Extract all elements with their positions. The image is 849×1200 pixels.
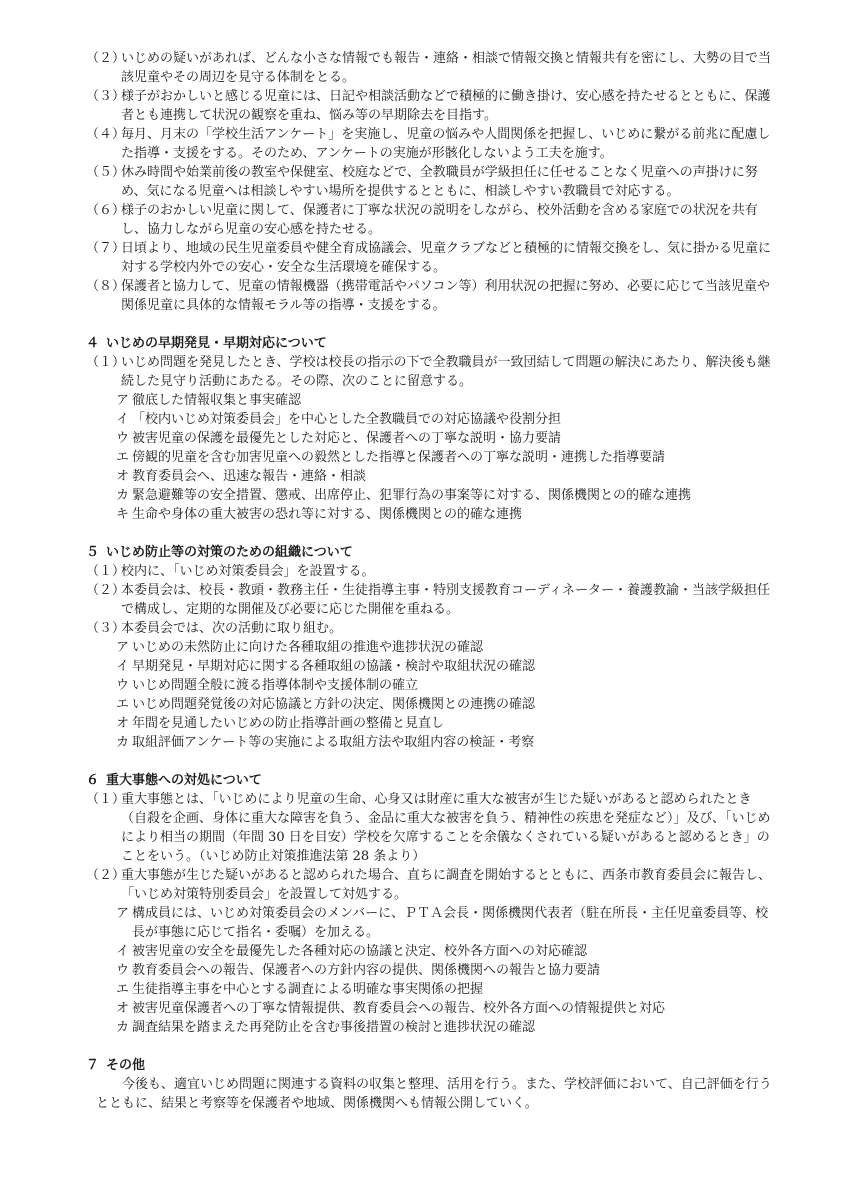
sub-item xyxy=(86,733,774,752)
item-text: いじめ問題を発見したとき、学校は校長の指示の下で全教職員が一致団結して問題の解決にあたり、解決後も継続した見守り活動にあたる。その際、次のことに留意する。 xyxy=(121,355,771,389)
item-text: いじめの疑いがあれば、どんな小さな情報でも報告・連絡・相談で情報交換と情報共有を密にし、大勢の目で当該児童やその周辺を見守る体制をとる。 xyxy=(121,51,772,85)
sub-text: 傍観的児童を含む加害児童への毅然とした指導と保護者への丁寧な説明・連携した指導要請 xyxy=(132,450,666,465)
sub-marker: オ xyxy=(116,469,130,484)
item-text: 本委員会では、次の活動に取り組む。 xyxy=(121,621,343,636)
sub-marker: ウ xyxy=(116,431,130,446)
sub-marker: エ xyxy=(116,982,130,997)
sub-marker: カ xyxy=(116,1020,130,1035)
list-item xyxy=(86,201,774,239)
list-item xyxy=(86,353,774,391)
sub-item xyxy=(86,1018,774,1037)
sub-item xyxy=(86,999,774,1018)
sub-marker: イ xyxy=(116,659,130,674)
list-item xyxy=(86,49,774,87)
item-text: 様子がおかしいと感じる児童には、日記や相談活動などで積極的に働き掛け、安心感を持たせるとともに、保護者とも連携して状況の観察を重ね、悩み等の早期除去を目指す。 xyxy=(121,89,771,123)
item-marker: （６） xyxy=(86,203,126,218)
sub-marker: ウ xyxy=(116,963,130,978)
sub-item xyxy=(86,714,774,733)
sub-text: 緊急避難等の安全措置、懲戒、出席停止、犯罪行為の事案等に対する、関係機関との的確な連携 xyxy=(132,488,692,503)
sub-marker: イ xyxy=(116,944,130,959)
sub-text: いじめ問題全般に渡る指導体制や支援体制の確立 xyxy=(132,678,419,693)
list-item xyxy=(86,125,774,163)
list-item xyxy=(86,619,774,638)
item-text: 様子のおかしい児童に関して、保護者に丁寧な状況の説明をしながら、校外活動を含める家庭での状況を共有し、協力しながら児童の安心感を持たせる。 xyxy=(121,203,758,237)
sub-text: 教育委員会へ、迅速な報告・連絡・相談 xyxy=(132,469,367,484)
section-number: ６ xyxy=(86,773,100,788)
section-number: ５ xyxy=(86,545,100,560)
item-text: 本委員会は、校長・教頭・教務主任・生徒指導主事・特別支援教育コーディネーター・養護教諭・当該学級担任で構成し、定期的な開催及び必要に応じた開催を重ねる。 xyxy=(121,583,770,617)
sub-text: 調査結果を踏まえた再発防止を含む事後措置の検討と進捗状況の確認 xyxy=(132,1020,536,1035)
section-heading xyxy=(86,771,774,790)
sub-item xyxy=(86,486,774,505)
list-item xyxy=(86,790,774,866)
item-marker: （３） xyxy=(86,89,126,104)
sub-item xyxy=(86,676,774,695)
section-heading xyxy=(86,543,774,562)
sub-text: 「校内いじめ対策委員会」を中心とした全教職員での対応協議や役割分担 xyxy=(132,412,562,427)
item-marker: （１） xyxy=(86,792,126,807)
sub-item xyxy=(86,429,774,448)
item-marker: （２） xyxy=(86,868,126,883)
item-text: 重大事態とは、「いじめにより児童の生命、心身又は財産に重大な被害が生じた疑いがあると認められたとき（自殺を企画、身体に重大な障害を負う、金品に重大な被害を負う、精神性の疾患を発症など）」及び、「いじめにより相当の期間（年間 30 日を目安）学校を欠席することを余儀なくされている疑いがあると認めるとき」のことをいう。（いじめ防止対策推進法第 28 条より） xyxy=(121,792,771,864)
sub-item xyxy=(86,942,774,961)
sub-text: いじめの未然防止に向けた各種取組の推進や進捗状況の確認 xyxy=(132,640,484,655)
sub-text: 生徒指導主事を中心とする調査による明確な事実関係の把握 xyxy=(132,982,484,997)
sub-text: 被害児童の保護を最優先とした対応と、保護者への丁寧な説明・協力要請 xyxy=(132,431,562,446)
item-text: 休み時間や始業前後の教室や保健室、校庭などで、全教職員が学級担任に任せることなく児童への声掛けに努め、気になる児童へは相談しやすい場所を提供するとともに、相談しやすい教職員で対応する。 xyxy=(121,165,758,199)
sub-item xyxy=(86,657,774,676)
section-title: いじめ防止等の対策のための組織について xyxy=(106,545,353,560)
section-title: いじめの早期発見・早期対応について xyxy=(106,336,327,351)
item-marker: （３） xyxy=(86,621,126,636)
sub-marker: オ xyxy=(116,1001,130,1016)
sub-text: 被害児童の安全を最優先した各種対応の協議と決定、校外各方面への対応確認 xyxy=(132,944,588,959)
sub-item xyxy=(86,638,774,657)
item-marker: （４） xyxy=(86,127,126,142)
sub-text: 徹底した情報収集と事実確認 xyxy=(132,393,302,408)
sub-marker: エ xyxy=(116,450,130,465)
list-item xyxy=(86,277,774,315)
document-page xyxy=(86,49,774,1113)
sub-marker: オ xyxy=(116,716,130,731)
sub-text: 教育委員会への報告、保護者への方針内容の提供、関係機関への報告と協力要請 xyxy=(132,963,601,978)
sub-marker: ア xyxy=(116,640,130,655)
sub-text: 生命や身体の重大被害の恐れ等に対する、関係機関との的確な連携 xyxy=(132,507,523,522)
section-number: ４ xyxy=(86,336,100,351)
list-item xyxy=(86,866,774,904)
list-item xyxy=(86,581,774,619)
sub-marker: エ xyxy=(116,697,130,712)
sub-item xyxy=(86,505,774,524)
item-marker: （５） xyxy=(86,165,126,180)
item-marker: （２） xyxy=(86,51,126,66)
item-marker: （１） xyxy=(86,355,126,370)
list-item xyxy=(86,87,774,125)
sub-marker: キ xyxy=(116,507,130,522)
section-title: 重大事態への対処について xyxy=(106,773,262,788)
sub-text: 早期発見・早期対応に関する各種取組の協議・検討や取組状況の確認 xyxy=(132,659,536,674)
item-text: 保護者と協力して、児童の情報機器（携帯電話やパソコン等）利用状況の把握に努め、必要に応じて当該児童や関係児童に具体的な情報モラル等の指導・支援をする。 xyxy=(121,279,770,313)
section-heading xyxy=(86,1056,774,1075)
item-marker: （２） xyxy=(86,583,126,598)
sub-item xyxy=(86,961,774,980)
item-text: 校内に、「いじめ対策委員会」を設置する。 xyxy=(121,564,375,579)
item-text: 日頃より、地域の民生児童委員や健全育成協議会、児童クラブなどと積極的に情報交換をし、気に掛かる児童に対する学校内外での安心・安全な生活環境を確保する。 xyxy=(121,241,772,275)
sub-text: 取組評価アンケート等の実施による取組方法や取組内容の検証・考察 xyxy=(132,735,535,750)
item-marker: （１） xyxy=(86,564,126,579)
sub-text: 構成員には、いじめ対策委員会のメンバーに、ＰＴＡ会長・関係機関代表者（駐在所長・主任児童委員等、校長が事態に応じて指名・委嘱）を加える。 xyxy=(132,906,769,940)
section-number: ７ xyxy=(86,1058,100,1073)
sub-marker: イ xyxy=(116,412,130,427)
item-text: 重大事態が生じた疑いがあると認められた場合、直ちに調査を開始するとともに、西条市教育委員会に報告し、「いじめ対策特別委員会」を設置して対処する。 xyxy=(121,868,772,902)
sub-marker: カ xyxy=(116,488,130,503)
list-item xyxy=(86,562,774,581)
item-marker: （８） xyxy=(86,279,126,294)
list-item xyxy=(86,239,774,277)
item-marker: （７） xyxy=(86,241,126,256)
sub-text: 年間を見通したいじめの防止指導計画の整備と見直し xyxy=(132,716,445,731)
sub-item xyxy=(86,904,774,942)
sub-text: 被害児童保護者への丁寧な情報提供、教育委員会への報告、校外各方面への情報提供と対応 xyxy=(132,1001,666,1016)
section-heading xyxy=(86,334,774,353)
sub-marker: ウ xyxy=(116,678,130,693)
sub-item xyxy=(86,391,774,410)
closing-paragraph: 今後も、適宜いじめ問題に関連する資料の収集と整理、活用を行う。また、学校評価において、自己評価を行うとともに、結果と考察等を保護者や地域、関係機関へも情報公開していく。 xyxy=(96,1077,772,1111)
sub-marker: ア xyxy=(116,906,130,921)
sub-item xyxy=(86,980,774,999)
section-title: その他 xyxy=(106,1058,146,1073)
sub-marker: ア xyxy=(116,393,130,408)
sub-item xyxy=(86,467,774,486)
sub-text: いじめ問題発覚後の対応協議と方針の決定、関係機関との連携の確認 xyxy=(132,697,536,712)
list-item xyxy=(86,163,774,201)
sub-item xyxy=(86,410,774,429)
item-text: 毎月、月末の「学校生活アンケート」を実施し、児童の悩みや人間関係を把握し、いじめに繋がる前兆に配慮した指導・支援をする。そのため、アンケートの実施が形骸化しないよう工夫を施す。 xyxy=(121,127,771,161)
sub-marker: カ xyxy=(116,735,130,750)
sub-item xyxy=(86,695,774,714)
sub-item xyxy=(86,448,774,467)
